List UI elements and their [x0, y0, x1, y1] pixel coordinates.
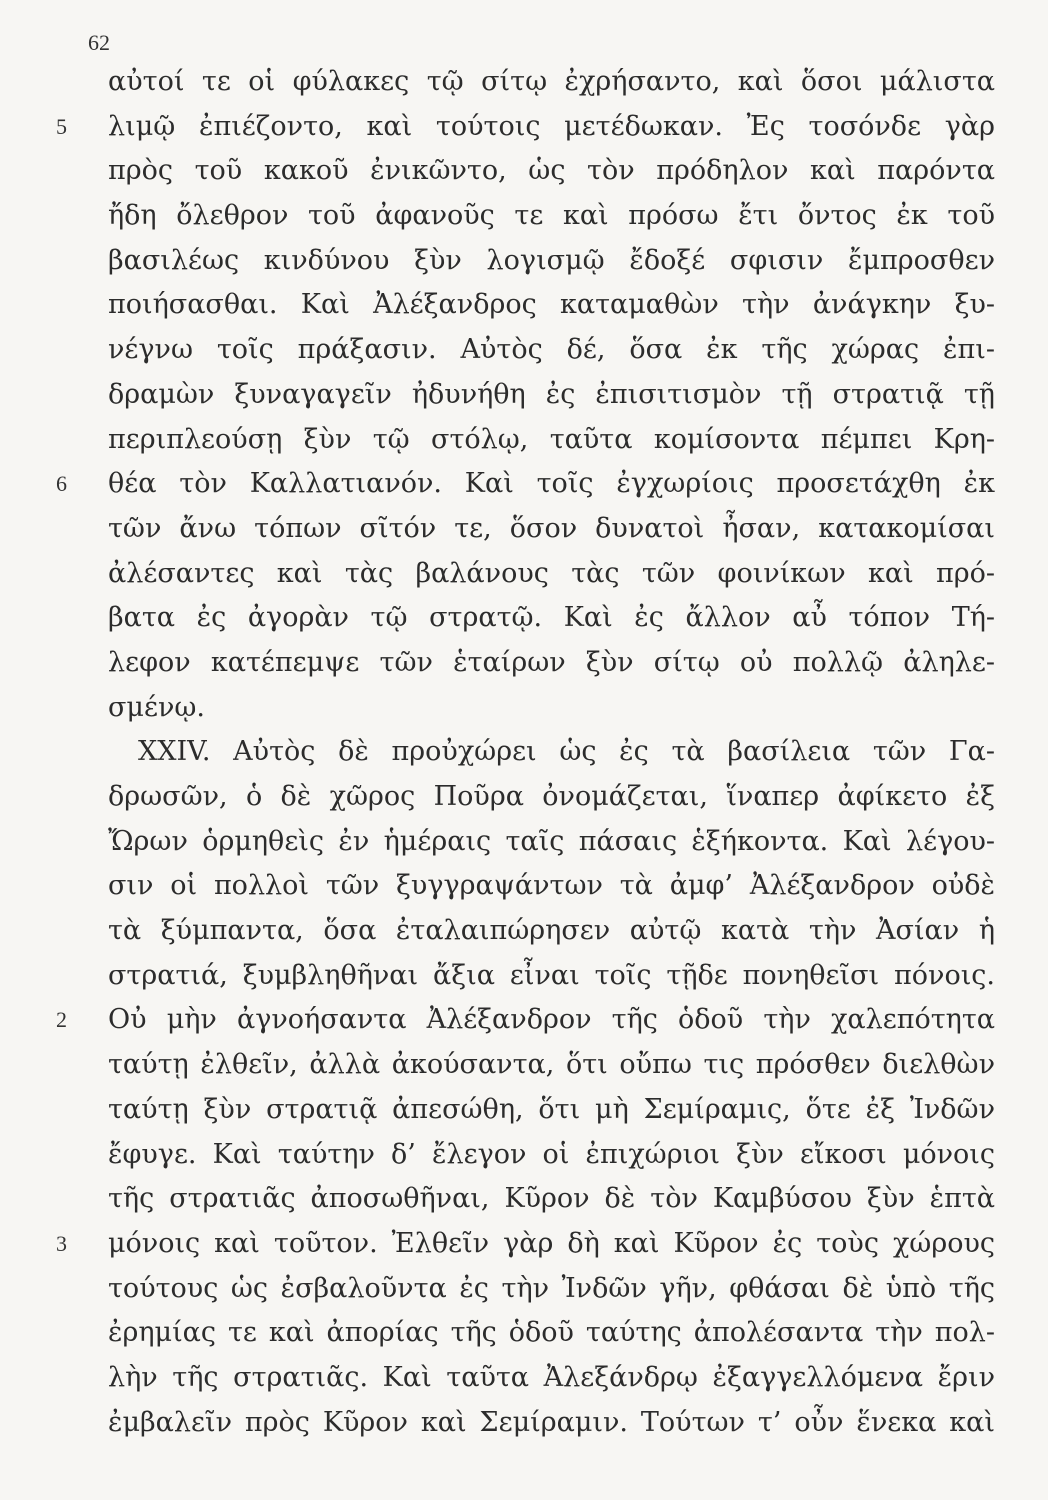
line-text: ποιήσασθαι. Καὶ Ἀλέξανδρος καταμαθὼν τὴν ἀνάγκην ξυ- [108, 289, 995, 321]
line-text: περιπλεούσῃ ξὺν τῷ στόλῳ, ταῦτα κομίσοντα πέμπει Κρη- [108, 423, 995, 455]
line-text: βασιλέως κινδύνου ξὺν λογισμῷ ἔδοξέ σφισιν ἔμπροσθεν [108, 244, 995, 276]
text-line [70, 1401, 995, 1446]
text-line [70, 552, 995, 597]
text-block [56, 60, 995, 1445]
margin-section-number: 5 [56, 113, 67, 139]
line-text: ἐμβαλεῖν πρὸς Κῦρον καὶ Σεμίραμιν. Τούτων τ’ οὖν ἕνεκα καὶ [108, 1406, 995, 1438]
text-line [56, 1222, 995, 1267]
line-text: μόνοις καὶ τοῦτον. Ἐλθεῖν γὰρ δὴ καὶ Κῦρον ἐς τοὺς χώρους [108, 1227, 995, 1259]
line-text: ἔφυγε. Καὶ ταύτην δ’ ἔλεγον οἱ ἐπιχώριοι ξὺν εἴκοσι μόνοις [108, 1138, 995, 1170]
line-text: θέα τὸν Καλλατιανόν. Καὶ τοῖς ἐγχωρίοις προσετάχθη ἐκ [108, 468, 995, 500]
text-line [70, 373, 995, 418]
text-line [56, 998, 995, 1043]
text-line [70, 1356, 995, 1401]
text-line [70, 596, 995, 641]
text-line [70, 954, 995, 999]
text-line [70, 909, 995, 954]
line-text: στρατιά, ξυμβληθῆναι ἄξια εἶναι τοῖς τῇδε πονηθεῖσι πόνοις. [108, 959, 995, 991]
text-line [70, 1043, 995, 1088]
text-line [70, 775, 995, 820]
line-text: ἤδη ὄλεθρον τοῦ ἀφανοῦς τε καὶ πρόσω ἔτι ὄντος ἐκ τοῦ [108, 200, 995, 232]
line-text: τούτους ὡς ἐσβαλοῦντα ἐς τὴν Ἰνδῶν γῆν, φθάσαι δὲ ὑπὸ τῆς [108, 1272, 995, 1304]
text-line [70, 283, 995, 328]
text-line [70, 686, 995, 731]
line-text: XXIV. Αὐτὸς δὲ προὐχώρει ὡς ἐς τὰ βασίλεια τῶν Γα- [138, 736, 995, 768]
line-text: λιμῷ ἐπιέζοντο, καὶ τούτοις μετέδωκαν. Ἐς τοσόνδε γὰρ [108, 110, 995, 142]
text-line [70, 1177, 995, 1222]
line-text: ταύτῃ ξὺν στρατιᾷ ἀπεσώθη, ὅτι μὴ Σεμίραμις, ὅτε ἐξ Ἰνδῶν [108, 1093, 995, 1125]
line-text: δρωσῶν, ὁ δὲ χῶρος Ποῦρα ὀνομάζεται, ἵναπερ ἀφίκετο ἐξ [108, 781, 995, 812]
line-text: λὴν τῆς στρατιᾶς. Καὶ ταῦτα Ἀλεξάνδρῳ ἐξαγγελλόμενα ἔριν [108, 1361, 995, 1393]
text-line [70, 730, 995, 775]
line-text: τῆς στρατιᾶς ἀποσωθῆναι, Κῦρον δὲ τὸν Καμβύσου ξὺν ἑπτὰ [108, 1183, 995, 1215]
margin-section-number: 6 [56, 471, 67, 497]
line-text: ἐρημίας τε καὶ ἀπορίας τῆς ὁδοῦ ταύτης ἀπολέσαντα τὴν πολ- [108, 1317, 995, 1349]
line-text: σιν οἱ πολλοὶ τῶν ξυγγραψάντων τὰ ἀμφ’ Ἀλέξανδρον οὐδὲ [108, 870, 995, 902]
margin-section-number: 2 [56, 1007, 67, 1033]
line-text: νέγνω τοῖς πράξασιν. Αὐτὸς δέ, ὅσα ἐκ τῆς χώρας ἐπι- [108, 334, 995, 366]
text-line [56, 105, 995, 150]
line-text: ἀλέσαντες καὶ τὰς βαλάνους τὰς τῶν φοινίκων καὶ πρό- [108, 557, 995, 589]
text-line [70, 194, 995, 239]
line-text: σμένῳ. [108, 691, 205, 723]
line-text: τῶν ἄνω τόπων σῖτόν τε, ὅσον δυνατοὶ ἦσαν, κατακομίσαι [108, 512, 995, 544]
line-text: τὰ ξύμπαντα, ὅσα ἐταλαιπώρησεν αὐτῷ κατὰ τὴν Ἀσίαν ἡ [108, 915, 995, 947]
text-line [70, 820, 995, 865]
text-line [70, 1311, 995, 1356]
text-line [56, 462, 995, 507]
line-text: δραμὼν ξυναγαγεῖν ἠδυνήθη ἐς ἐπισιτισμὸν τῇ στρατιᾷ τῇ [108, 378, 995, 410]
page-number: 62 [88, 30, 110, 55]
line-text: πρὸς τοῦ κακοῦ ἐνικῶντο, ὡς τὸν πρόδηλον καὶ παρόντα [108, 155, 995, 187]
text-line [70, 1088, 995, 1133]
line-text: Ὤρων ὁρμηθεὶς ἐν ἡμέραις ταῖς πάσαις ἑξήκοντα. Καὶ λέγου- [108, 825, 995, 857]
text-line [70, 507, 995, 552]
line-text: λεφον κατέπεμψε τῶν ἑταίρων ξὺν σίτῳ οὐ πολλῷ ἀληλε- [108, 646, 995, 678]
text-line [70, 149, 995, 194]
text-line [70, 239, 995, 284]
text-line [70, 60, 995, 105]
text-line [70, 641, 995, 686]
line-text: βατα ἐς ἀγορὰν τῷ στρατῷ. Καὶ ἐς ἄλλον αὖ τόπον Τή- [108, 602, 995, 634]
text-line [70, 328, 995, 373]
text-line [70, 418, 995, 463]
text-line [70, 1133, 995, 1178]
line-text: Οὐ μὴν ἀγνοήσαντα Ἀλέξανδρον τῆς ὁδοῦ τὴν χαλεπότητα [108, 1004, 995, 1036]
line-text: ταύτῃ ἐλθεῖν, ἀλλὰ ἀκούσαντα, ὅτι οὔπω τις πρόσθεν διελθὼν [108, 1049, 995, 1081]
line-text: αὐτοί τε οἱ φύλακες τῷ σίτῳ ἐχρήσαντο, καὶ ὅσοι μάλιστα [108, 66, 995, 97]
text-line [70, 1267, 995, 1312]
text-line [70, 864, 995, 909]
margin-section-number: 3 [56, 1230, 67, 1256]
